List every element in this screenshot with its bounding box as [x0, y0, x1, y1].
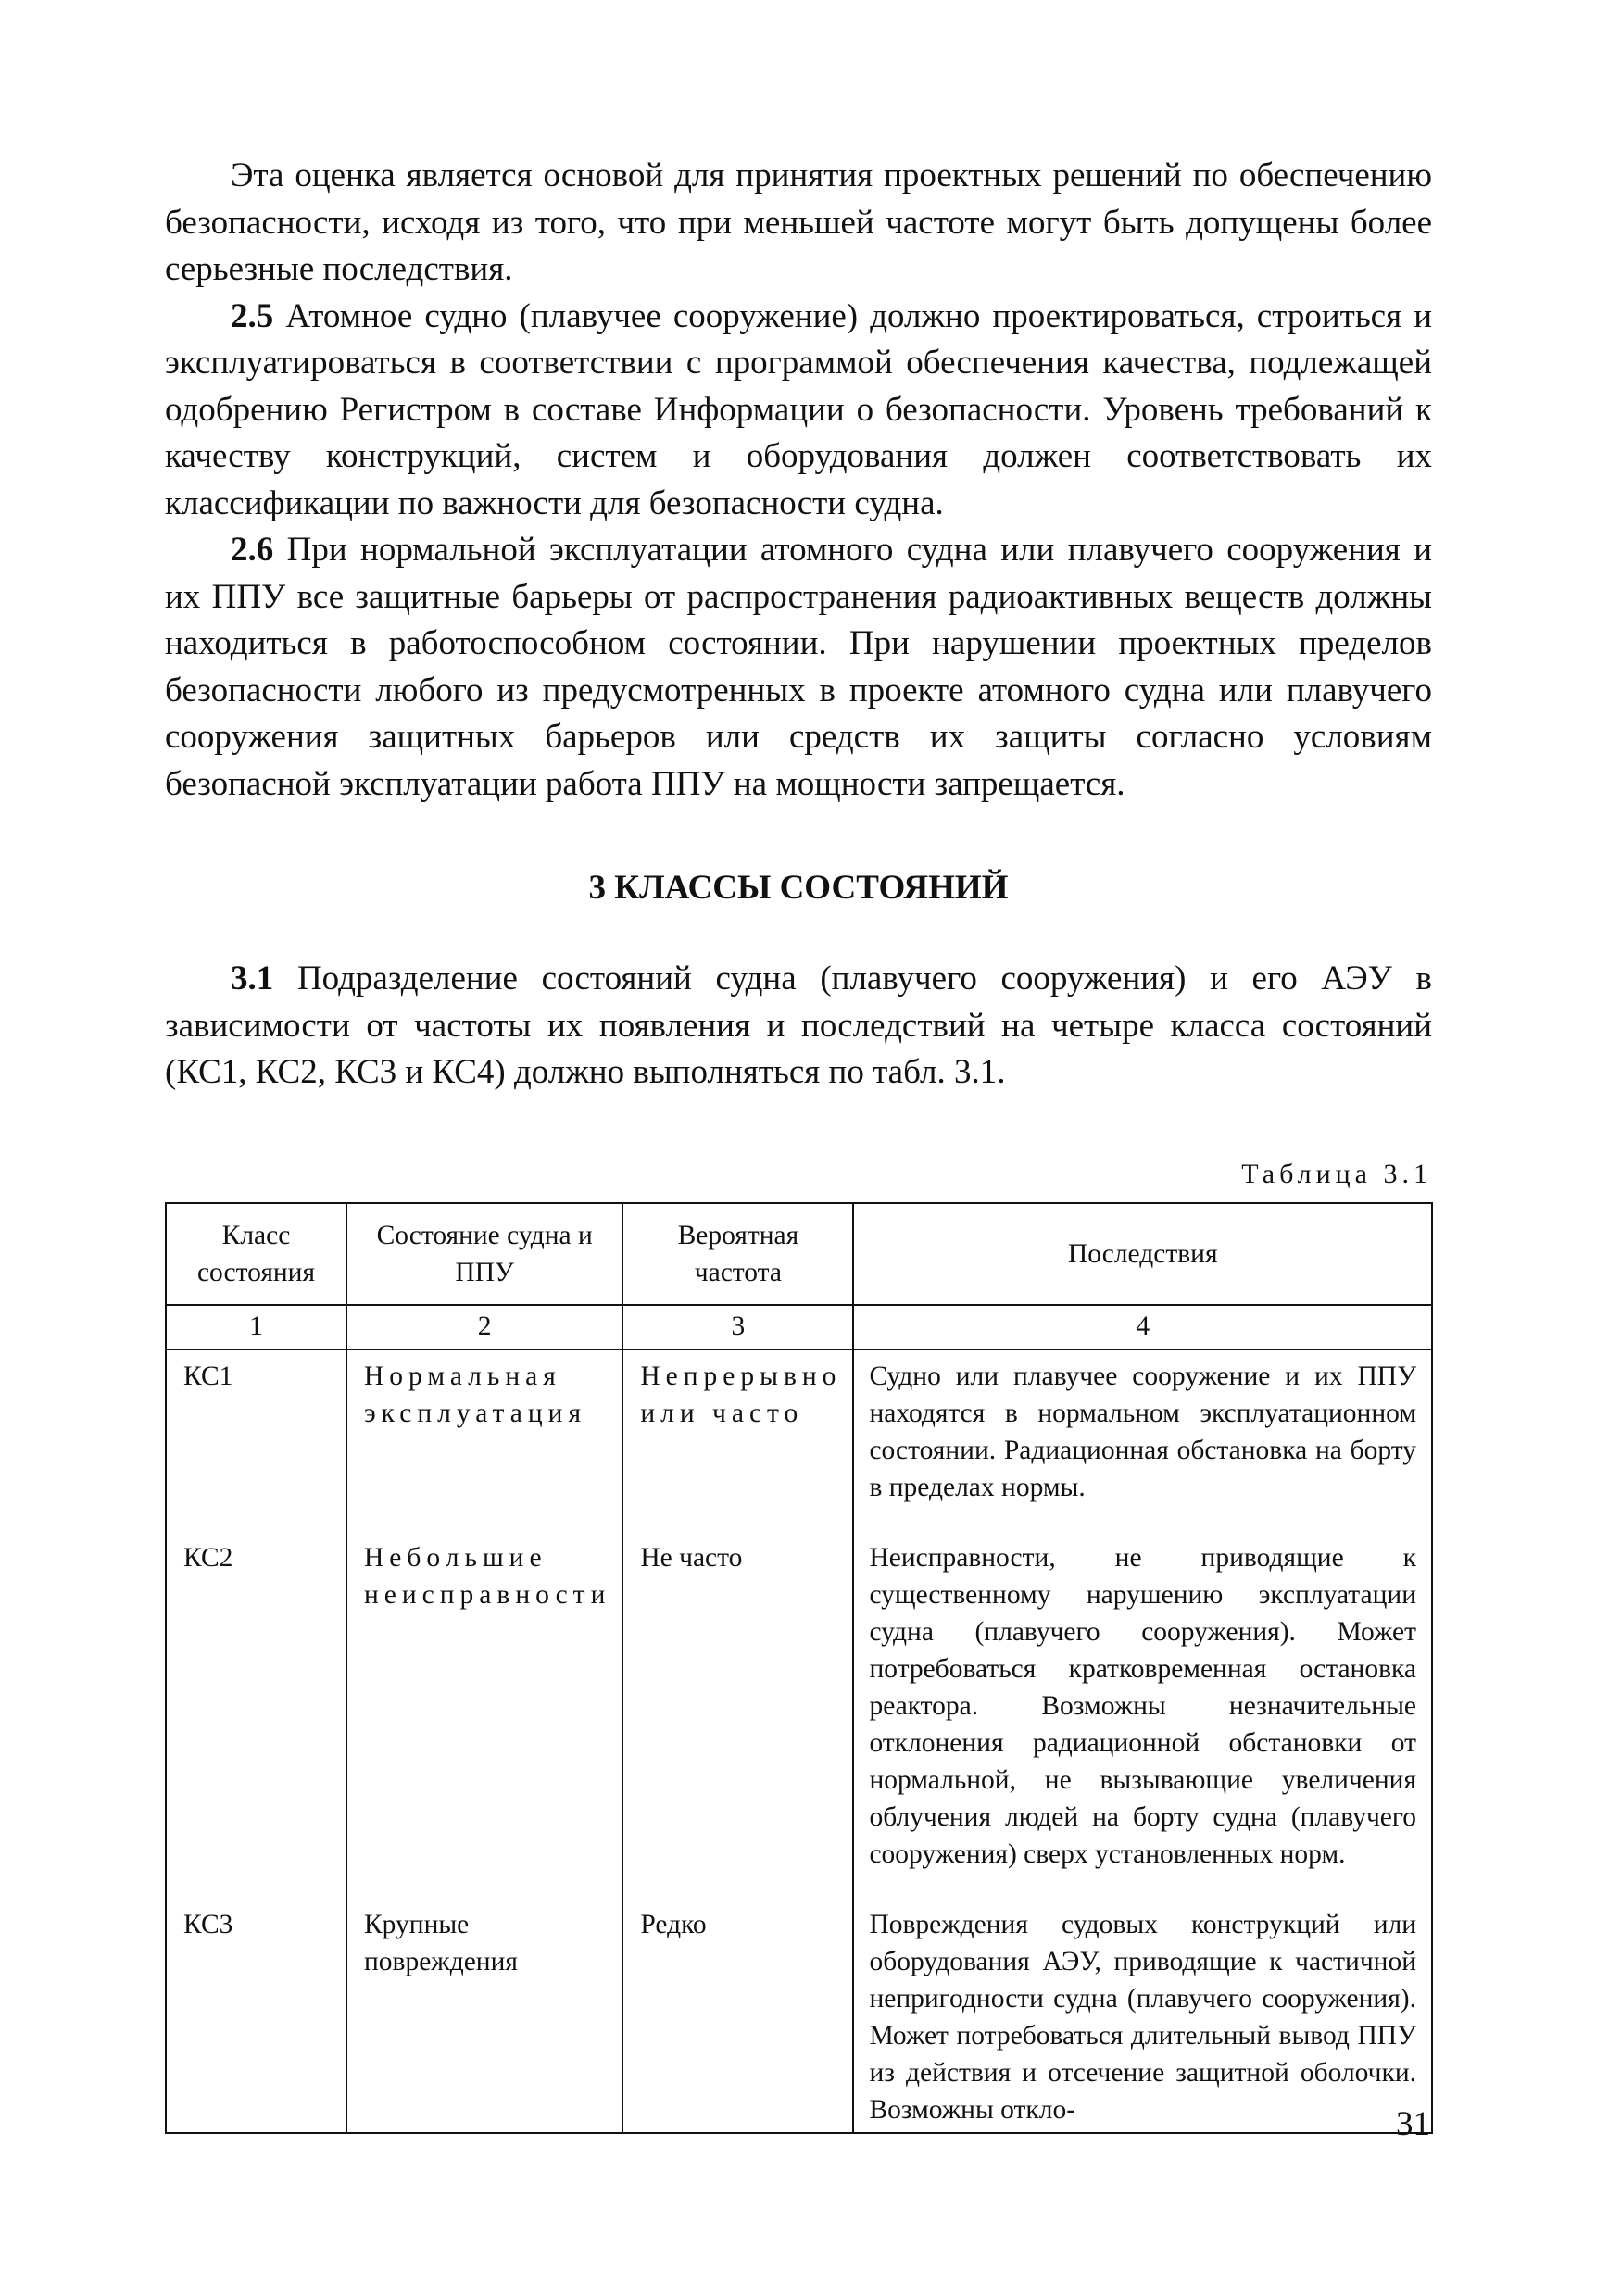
cell-frequency: Не часто: [622, 1532, 853, 1899]
column-number: 4: [853, 1305, 1432, 1349]
section-heading: 3 КЛАССЫ СОСТОЯНИЙ: [588, 869, 1009, 907]
cell-class: КС2: [166, 1532, 346, 1899]
page-body: [165, 153, 1432, 2134]
paragraph-2-6: [165, 527, 1432, 808]
cell-state: Нормальная эксплуатация: [346, 1349, 622, 1532]
paragraph-3-1: [165, 956, 1432, 1097]
clause-number: 2.5: [231, 296, 274, 335]
paragraph-2-5: [165, 294, 1432, 528]
cell-consequence: Повреждения судовых конструкций или оборудования АЭУ, приводящие к частичной непригодности судна (плавучего сооружения). Может потребоваться длительный вывод ППУ из действия и отсечение защитной оболочки. Возможны откло-: [853, 1899, 1432, 2133]
cell-state: Небольшие неисправности: [346, 1532, 622, 1899]
state-classes-table: [165, 1202, 1433, 2134]
cell-class: КС3: [166, 1899, 346, 2133]
cell-consequence: Судно или плавучее сооружение и их ППУ находятся в нормальном эксплуатационном состоянии. Радиационная обстановка на борту в пределах нормы.: [853, 1349, 1432, 1532]
column-number: 1: [166, 1305, 346, 1349]
table-row: [166, 1349, 1432, 1532]
column-number: 2: [346, 1305, 622, 1349]
header-consequences: Последствия: [853, 1203, 1432, 1305]
page-number: 31: [1396, 2105, 1430, 2143]
clause-number: 2.6: [231, 531, 274, 569]
header-frequency: Вероятная частота: [622, 1203, 853, 1305]
paragraph-text: Подразделение состояний судна (плавучего сооружения) и его АЭУ в зависимости от частоты их появления и последствий на четыре класса состояний (КС1, КС2, КС3 и КС4) должно выполняться по табл. 3.1.: [165, 960, 1433, 1091]
column-number: 3: [622, 1305, 853, 1349]
cell-state: Крупные повреждения: [346, 1899, 622, 2133]
clause-number: 3.1: [231, 960, 274, 997]
table-header-row: [166, 1203, 1432, 1305]
cell-frequency: Непрерывно или часто: [622, 1349, 853, 1532]
cell-consequence: Неисправности, не приводящие к существенному нарушению эксплуатации судна (плавучего сооружения). Может потребоваться кратковременная остановка реактора. Возможны незначительные отклонения радиационной обстановки от нормальной, не вызывающие увеличения облучения людей на борту судна (плавучего сооружения) сверх установленных норм.: [853, 1532, 1432, 1899]
header-state: Состояние судна и ППУ: [346, 1203, 622, 1305]
paragraph-text: При нормальной эксплуатации атомного судна или плавучего сооружения и их ППУ все защитные барьеры от распространения радиоактивных веществ должны находиться в работоспособном состоянии. При нарушении проектных пределов безопасности любого из предусмотренных в проекте атомного судна или плавучего сооружения защитных барьеров или средств их защиты согласно условиям безопасной эксплуатации работа ППУ на мощности запрещается.: [165, 531, 1433, 803]
table-row: [166, 1899, 1432, 2133]
paragraph-text: Атомное судно (плавучее сооружение) должно проектироваться, строиться и эксплуатироваться в соответствии с программой обеспечения качества, подлежащей одобрению Регистром в составе Информации о безопасности. Уровень требований к качеству конструкций, систем и оборудования должен соответствовать их классификации по важности для безопасности судна.: [165, 296, 1432, 522]
column-number-row: [166, 1305, 1432, 1349]
cell-class: КС1: [166, 1349, 346, 1532]
header-class: Класс состояния: [166, 1203, 346, 1305]
table-row: [166, 1532, 1432, 1899]
table-caption: Таблица 3.1: [1241, 1158, 1432, 1189]
paragraph-intro: Эта оценка является основой для принятия проектных решений по обеспечению безопасности, исходя из того, что при меньшей частоте могут быть допущены более серьезные последствия.: [165, 157, 1432, 288]
cell-frequency: Редко: [622, 1899, 853, 2133]
